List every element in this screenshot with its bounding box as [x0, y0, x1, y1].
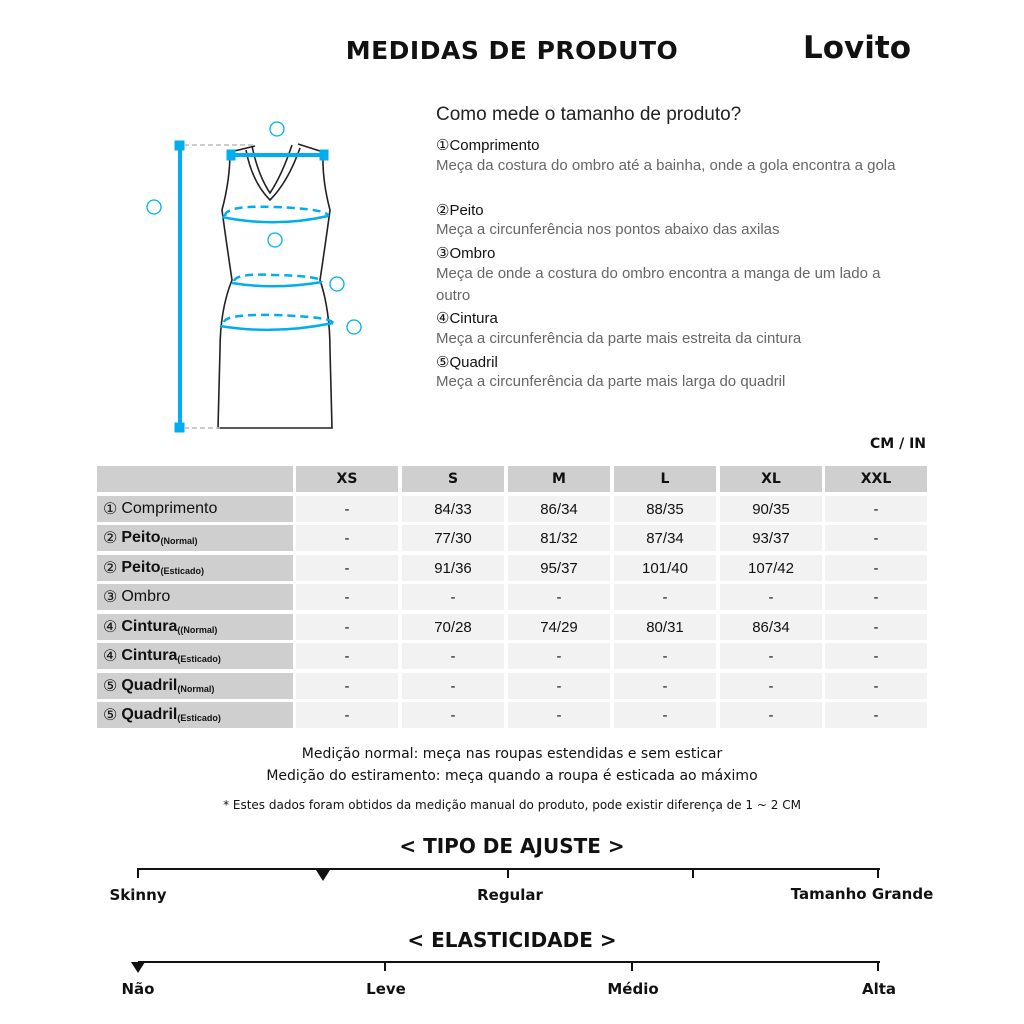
fit-tick [877, 868, 879, 878]
row-name: Ombro [121, 588, 171, 605]
elasticity-label-none: Não [121, 980, 155, 998]
table-cell: 86/34 [508, 496, 610, 522]
row-label [97, 614, 293, 640]
note-disclaimer: * Estes dados foram obtidos da medição manual do produto, pode existir diferença de 1 ~ 2 CM [223, 798, 801, 812]
table-cell: 86/34 [720, 614, 822, 640]
guide-item-desc: Meça de onde a costura do ombro encontra a manga de um lado a outro [436, 265, 881, 304]
row-qualifier: ((Normal) [177, 625, 218, 635]
guide-item-label: ④Cintura [436, 310, 498, 327]
table-cell: - [825, 614, 927, 640]
guide-item-desc: Meça a circunferência nos pontos abaixo das axilas [436, 221, 780, 238]
table-cell: - [296, 673, 398, 699]
table-cell: 95/37 [508, 555, 610, 581]
row-name: Cintura [121, 618, 178, 635]
measure-guide-heading: Como mede o tamanho de produto? [436, 104, 742, 125]
row-name: Quadril [121, 706, 178, 723]
table-cell: - [614, 673, 716, 699]
table-cell: 80/31 [614, 614, 716, 640]
table-cell: - [614, 702, 716, 728]
row-label [97, 496, 293, 522]
table-cell: - [402, 673, 504, 699]
table-cell: - [296, 584, 398, 610]
table-cell: - [508, 584, 610, 610]
row-qualifier: (Esticado) [177, 654, 221, 664]
fit-label-large: Tamanho Grande [790, 885, 934, 903]
row-qualifier: (Esticado) [160, 566, 204, 576]
fit-tick [692, 868, 694, 878]
table-cell: - [296, 555, 398, 581]
note-normal: Medição normal: meça nas roupas estendidas e sem esticar [301, 746, 723, 762]
table-cell: 87/34 [614, 525, 716, 551]
row-label [97, 643, 293, 669]
size-header: XXL [825, 466, 927, 492]
table-cell: 81/32 [508, 525, 610, 551]
row-label [97, 673, 293, 699]
table-cell: - [825, 643, 927, 669]
row-label [97, 702, 293, 728]
size-header: M [508, 466, 610, 492]
row-number: ② [103, 560, 118, 577]
row-label [97, 525, 293, 551]
row-label [97, 555, 293, 581]
note-stretch: Medição do estiramento: meça quando a roupa é esticada ao máximo [266, 768, 758, 784]
table-cell: - [402, 643, 504, 669]
table-cell: 91/36 [402, 555, 504, 581]
table-cell: 74/29 [508, 614, 610, 640]
row-name: Peito [121, 559, 161, 576]
table-cell: - [508, 643, 610, 669]
row-number: ④ [103, 619, 118, 636]
guide-item-desc: Meça da costura do ombro até a bainha, onde a gola encontra a gola [436, 157, 896, 174]
fit-tick [137, 868, 139, 878]
table-cell: - [296, 496, 398, 522]
table-cell: 88/35 [614, 496, 716, 522]
table-cell: - [825, 584, 927, 610]
fit-tick [507, 868, 509, 878]
dress-diagram [140, 110, 380, 440]
row-number: ② [103, 530, 118, 547]
table-cell: 84/33 [402, 496, 504, 522]
row-number: ⑤ [103, 678, 118, 695]
fit-scale [138, 868, 880, 870]
table-cell: - [825, 702, 927, 728]
size-header: L [614, 466, 716, 492]
table-cell: - [720, 643, 822, 669]
elasticity-label-light: Leve [366, 980, 406, 998]
row-name: Peito [121, 529, 161, 546]
guide-item-label: ②Peito [436, 202, 484, 219]
elasticity-label-high: Alta [861, 980, 897, 998]
table-cell: - [296, 643, 398, 669]
brand-logo: Lovito [803, 30, 912, 66]
row-number: ③ [103, 589, 118, 606]
table-cell: 90/35 [720, 496, 822, 522]
row-label [97, 584, 293, 610]
table-cell: - [402, 702, 504, 728]
fit-marker-icon [316, 870, 330, 881]
table-cell: 101/40 [614, 555, 716, 581]
table-cell: 77/30 [402, 525, 504, 551]
elasticity-marker-icon [131, 962, 145, 973]
elasticity-heading: < ELASTICIDADE > [407, 928, 617, 952]
table-cell: - [825, 525, 927, 551]
table-cell: - [614, 584, 716, 610]
table-cell: 70/28 [402, 614, 504, 640]
guide-item-desc: Meça a circunferência da parte mais estreita da cintura [436, 330, 802, 347]
fit-type-heading: < TIPO DE AJUSTE > [399, 834, 625, 858]
row-number: ⑤ [103, 707, 118, 724]
elasticity-tick [384, 961, 386, 971]
table-cell: 107/42 [720, 555, 822, 581]
row-qualifier: (Normal) [177, 684, 215, 694]
table-cell: - [825, 496, 927, 522]
guide-item-desc: Meça a circunferência da parte mais larga do quadril [436, 373, 786, 390]
guide-item-label: ③Ombro [436, 245, 496, 262]
table-cell: - [614, 643, 716, 669]
table-cell: - [825, 555, 927, 581]
table-cell: - [720, 673, 822, 699]
table-cell: - [296, 525, 398, 551]
table-cell: - [508, 673, 610, 699]
table-cell: - [508, 702, 610, 728]
table-cell: - [296, 702, 398, 728]
row-number: ① [103, 501, 118, 518]
table-cell: - [720, 584, 822, 610]
row-qualifier: (Esticado) [177, 713, 221, 723]
units-label: CM / IN [870, 436, 926, 452]
table-cell: 93/37 [720, 525, 822, 551]
table-cell: - [720, 702, 822, 728]
size-header: S [402, 466, 504, 492]
fit-label-regular: Regular [477, 886, 543, 904]
row-number: ④ [103, 648, 118, 665]
elasticity-tick [631, 961, 633, 971]
fit-label-skinny: Skinny [109, 886, 167, 904]
elasticity-label-medium: Médio [607, 980, 659, 998]
size-header: XS [296, 466, 398, 492]
row-qualifier: (Normal) [160, 536, 198, 546]
table-cell: - [296, 614, 398, 640]
row-name: Cintura [121, 647, 178, 664]
guide-item-label: ⑤Quadril [436, 354, 498, 371]
elasticity-scale [138, 961, 880, 963]
size-header: XL [720, 466, 822, 492]
table-cell: - [402, 584, 504, 610]
table-header-corner [97, 466, 293, 492]
table-cell: - [825, 673, 927, 699]
row-name: Quadril [121, 677, 178, 694]
elasticity-tick [877, 961, 879, 971]
guide-item-label: ①Comprimento [436, 137, 540, 154]
page-title: MEDIDAS DE PRODUTO [345, 36, 679, 65]
row-name: Comprimento [121, 500, 218, 517]
